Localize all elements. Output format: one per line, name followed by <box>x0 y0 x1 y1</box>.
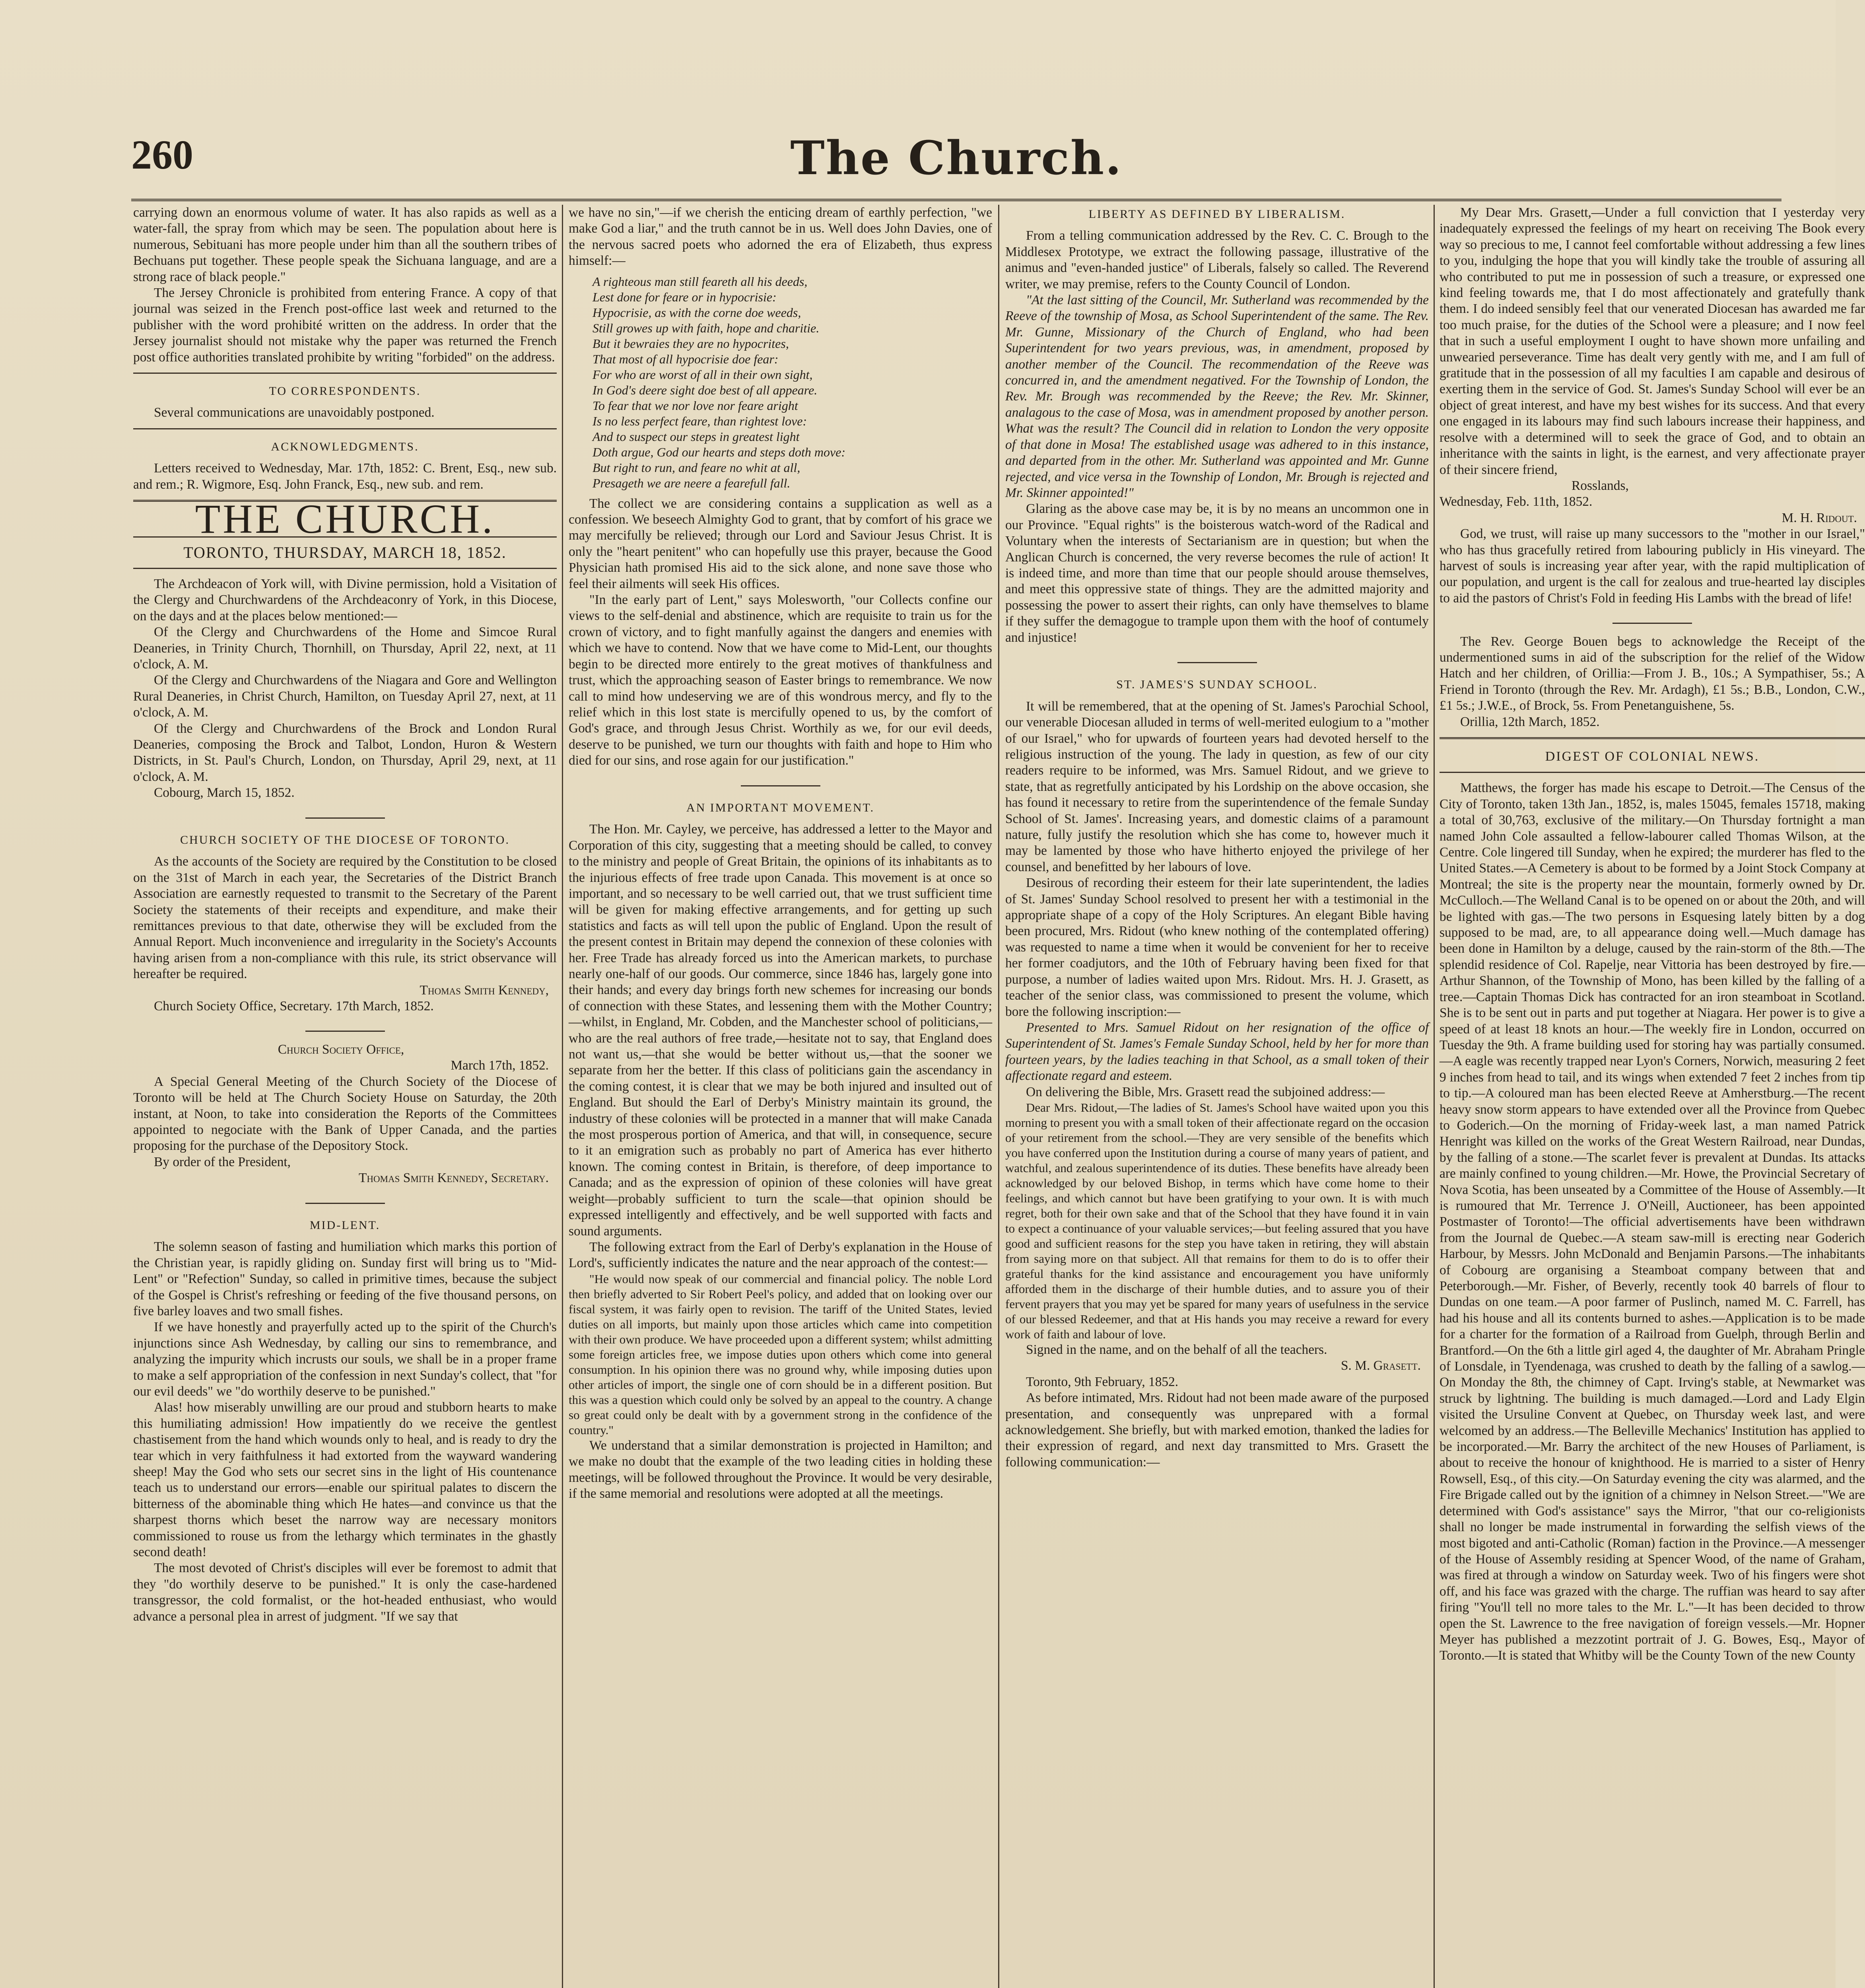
office-heading: Church Society Office, <box>278 1042 404 1057</box>
section-rule <box>133 428 557 429</box>
signature: Thomas Smith Kennedy, Secretary. <box>358 1171 549 1186</box>
page-header <box>131 131 1781 191</box>
correspondents-heading: TO CORRESPONDENTS. <box>269 384 421 398</box>
column-4 <box>1440 205 1865 1988</box>
body-paragraph: We understand that a similar demonstration is projected in Hamilton; and we make no doubt that the example of the two leading cities in holding these meetings, will be followed throughout the Province. It would be very desirable, if the same memorial and resolutions were adopted at all the meetings. <box>569 1438 992 1501</box>
body-paragraph: As before intimated, Mrs. Ridout had not been made aware of the purposed presentation, and consequently was unprepared with a formal acknowledgement. She briefly, but with marked emotion, thanked the ladies for their expression of regard, and next day transmitted to Mrs. Grasett the following communication:— <box>1005 1390 1429 1470</box>
poem-line: Lest done for feare or in hypocrisie: <box>593 289 777 304</box>
signed-line: Signed in the name, and on the behalf of all the teachers. <box>1026 1342 1327 1357</box>
poem <box>569 274 992 491</box>
acknowledgments-heading: ACKNOWLEDGMENTS. <box>271 440 419 453</box>
sunday-school-heading: ST. JAMES'S SUNDAY SCHOOL. <box>1116 678 1318 691</box>
column-divider <box>562 205 563 1988</box>
bouen-acknowledgment: The Rev. George Bouen begs to acknowledge the Receipt of the undermentioned sums in aid of the subscription for the relief of the Widow Hatch and her children, of Orillia:—From J. B., 10s.; A Sympathiser, 5s.; A Friend in Toronto (through the Rev. Mr. Ardagh), £1 5s.; B.B., London, C.W., £1 5s.; J.W.E., of Brock, 5s. From Penetanguishene, 5s. <box>1440 634 1865 713</box>
important-movement-heading: AN IMPORTANT MOVEMENT. <box>686 801 875 814</box>
special-meeting-notice: A Special General Meeting of the Church Society of the Diocese of Toronto will be held at The Church Society House on Saturday, the 20th instant, at Noon, to take into consideration the Reports of the Committees appointed to negociate with the Bank of Upper Canada, and the parties proposing for the purchase of the Depository Stock. <box>133 1074 557 1153</box>
column-divider <box>1434 205 1435 1988</box>
poem-line: In God's deere sight doe best of all appeare. <box>593 382 818 397</box>
office-date: March 17th, 1852. <box>451 1058 549 1073</box>
divider <box>133 1192 557 1208</box>
poem-line: But it bewraies they are no hypocrites, <box>593 336 789 351</box>
letter-place: Rosslands, <box>1572 478 1629 493</box>
article-continuation: carrying down an enormous volume of water. It has also rapids as well as a water-fall, the spray from which may be seen. The population about here is numerous, Sebituani has more people under him than all the southern tribes of Bechuans put together. These people speak the Sichuana language, and are a strong race of black people." <box>133 205 557 284</box>
signature: Thomas Smith Kennedy, <box>420 982 549 998</box>
column-3 <box>1005 205 1429 1988</box>
body-paragraph: The Hon. Mr. Cayley, we perceive, has addressed a letter to the Mayor and Corporation of this city, suggesting that a meeting should be called, to convey to the ministry and people of Great Britain, the opinions of its inhabitants as to the injurious effects of free trade upon Canada. This movement is at once so important, and so necessary to be well carried out, that we trust sufficient time will be given for making effective arrangements, and for getting up such statistics and facts as will tell upon the public of England. Upon the result of the present contest in Britain may depend the connexion of these colonies with her. Free Trade has already forced us into the American markets, to purchase nearly one-half of our goods. Our commerce, since 1846 has, largely gone into their hands; and every day brings forth new schemes for increasing our bonds of connection with these States, and lessening them with the Mother Country;—whilst, in England, Mr. Cobden, and the Manchester school of politicians,—who are the real authors of free trade,—hesitate not to say, that England does not want us,—that she would be better without us,—that the sooner we separate from her the better. If this class of politicians gain the ascendancy in the coming contest, it is clear that we may be both injured and insulted out of England. But should the Earl of Derby's Ministry maintain its ground, the industry of these colonies will be protected in a manner that will make Canada the most prosperous portion of America, and that will, in consequence, secure to it an emigration such as probably no part of America has ever hitherto known. The coming contest in Britain, is therefore, of deep importance to Canada; and as the expression of opinion of these colonies will have great weight—probably sufficient to turn the scale—that opinion should be expressed intelligently and effectively, and be well supported with facts and sound arguments. <box>569 822 992 1239</box>
body-paragraph: Alas! how miserably unwilling are our proud and stubborn hearts to make this humiliating admission! How impatiently do we receive the gentlest chastisement from the hand which wounds only to heal, and is ready to dry the tear which in very faithfulness it had extorted from the wayward wandering sheep! May the God who sets our secret sins in the light of His countenance teach us to understand our errors—enable our spiritual palates to discern the bitterness of the abominable thing which He hates—and convince us that the sharpest thorns which beset the narrow way are necessary monitors commissioned to rouse us from the lethargy which terminates in the ghastly second death! <box>133 1400 557 1560</box>
poem-line: And to suspect our steps in greatest light <box>593 429 800 444</box>
issue-dateline: TORONTO, THURSDAY, MARCH 18, 1852. <box>183 543 507 561</box>
colonial-news-digest: Matthews, the forger has made his escape to Detroit.—The Census of the City of Toronto, taken 13th Jan., 1852, is, males 15045, females 15718, making a total of 30,763, exclusive of the military.—On Thursday fortnight a man named John Cole assaulted a fellow-labourer called Thomas Wilson, at the Centre. Cole lingered till Sunday, when he expired; the murderer has fled to the United States.—A Cemetery is about to be formed by a Joint Stock Company at Montreal; the site is the property near the mountain, formerly owned by Dr. McCulloch.—The Welland Canal is to be opened on or about the 20th, and will be lighted with gas.—The two persons in Esquesing lately bitten by a dog supposed to be mad, are, to all appearance doing well.—Much damage has been done in Hamilton by a deluge, caused by the rain-storm of the 8th.—The splendid residence of Col. Rapelje, near Vittoria has been destroyed by fire.—Arthur Shannon, of the Township of Mono, has been killed by the falling of a tree.—Captain Thomas Dick has contracted for an iron steamboat in Scotland. She is to be sent out in parts and put together at Niagara. Her power is to give a speed of at least 18 knots an hour.—The weekly fire in London, occurred on Tuesday the 9th. A frame building used for storing hay was partially consumed.—A eagle was recently trapped near Lyon's Corners, Norwich, measuring 2 feet 9 inches from head to tail, and its wings when extended 7 feet 2 inches from tip to tip.—A coloured man has been elected Reeve at Amherstburg.—The recent heavy snow storm appears to have extended over all the Province from Quebec to Goderich.—On the morning of Friday-week last, a man named Patrick Henright was killed on the works of the Great Western Railroad, near Dundas, by the falling of a stone.—The scarlet fever is prevalent at Dundas. Its attacks are mainly confined to young children.—Mr. Howe, the Provincial Secretary of Nova Scotia, has been unseated by a Committee of the House of Assembly.—It is rumoured that Mr. Terrence J. O'Neill, Auctioneer, has been appointed Postmaster of Toronto!—The official advertisements have been withdrawn from the Journal de Quebec.—A steam saw-mill is erecting near Goderich Harbour, by Messrs. John McDonald and Benjamin Parsons.—The inhabitants of Cobourg are organising a Steamboat company between that and Peterborough.—Mr. Fisher, of Beverly, recently took 40 barrels of flour to Dundas on one team.—A poor farmer of Puslinch, named M. C. Farrell, has had his house and all its contents burned to ashes.—Application is to be made for a charter for the formation of a Railroad from Guelph, through Berlin and Brantford.—On the 6th a little girl aged 4, the daughter of Mr. Abraham Pringle of Lonsdale, in Tyendenaga, was crushed to death by the falling of a sawlog.—On Monday the 8th, the chimney of Capt. Irving's stable, at Newmarket was struck by lightning. The building is much damaged.—Lord and Lady Elgin visited the Ursuline Convent at Quebec, on Thursday week last, and were welcomed by an address.—The Belleville Mechanics' Institution has applied to be incorporated.—Mr. Barry the architect of the new Houses of Parliament, is about to receive the honour of knighthood. He is married to a sister of Henry Rowsell, Esq., of this city.—On Saturday evening the city was alarmed, and the Fire Brigade called out by the ignition of a chimney in Nelson Street.—"We are determined with God's assistance" says the Mirror, "that our co-religionists shall no longer be made instrumental in forwarding the selfish views of the most bigoted and anti-Catholic (Roman) faction in the Province.—A messenger of the House of Assembly residing at Spencer Wood, of the name of Graham, was fired at through a window on Saturday week. Two of his fingers were shot off, and his face was grazed with the charge. The ruffian was heard to say after firing "You'll tell no more tales to the Mr. L."—It has been decided to throw open the St. Lawrence to the free navigation of foreign vessels.—Mr. Hopner Meyer has published a mezzotint portrait of J. G. Bowes, Esq., Mayor of Toronto.—It is stated that Whitby will be the County Town of the new County <box>1440 780 1865 1663</box>
poem-line: Is no less perfect feare, than rightest love: <box>593 414 807 428</box>
section-rule <box>133 373 557 374</box>
visitation-notice: The Archdeacon of York will, with Divine permission, hold a Visitation of the Clergy and Churchwardens of the Archdeaconry of York, in this Diocese, on the days and at the places below mentioned:— <box>133 576 557 623</box>
divider <box>569 775 992 790</box>
header-rule <box>131 199 1781 201</box>
block-quote: "At the last sitting of the Council, Mr. Sutherland was recommended by the Reeve of the township of Mosa, as School Superintendent of the same. The Rev. Mr. Gunne, Missionary of the Church of England, who had been Superintendent for two years previous, was, in amendment, proposed by another member of the Council. The recommendation of the Reeve was concurred in, and the amendment negatived. For the Township of London, the Rev. Mr. Brough was recommended by the Reeve; the Rev. Mr. Skinner, analagous to the case of Mosa, was in amendment proposed by another person. What was the result? The Council did in relation to London the very opposite of that done in Mosa! The established usage was adhered to in this instance, and departed from in the other. Mr. Sutherland was appointed and Mr. Gunne rejected, and vice versa in the Township of London, Mr. Brough is rejected and Mr. Skinner appointed!" <box>1005 293 1429 500</box>
address-letter: Dear Mrs. Ridout,—The ladies of St. James's School have waited upon you this morning to present you with a small token of their affectionate regard on the occasion of your retirement from the school.—They are very sensible of the benefits which you have conferred upon the Institution during a course of many years of patient, and watchful, and zealous superintendence of its duties. These benefits have already been acknowledged by our beloved Bishop, in terms which have come home to their feelings, and which cannot but have been gratifying to your own. It is with much regret, both for their own sake and that of the School that they have found it in vain to expect a continuance of your valuable services;—but feeling assured that you have good and sufficient reasons for the step you have taken in retiring, they will abstain from saying more on that subject. All that remains for them to do is to offer their grateful thanks for the kind assistance and encouragement you have uniformly afforded them in the discharge of their humble duties, and to assure you of their fervent prayers that you may yet be spared for many years of usefulness in the service of our blessed Redeemer, and that at His hands you may receive a reward for every work of faith and labour of love. <box>1005 1100 1429 1341</box>
body-paragraph: God, we trust, will raise up many successors to the "mother in our Israel," who has thus gracefully retired from labouring publicly in His vineyard. The harvest of souls is increasing year after year, with the rapid multiplication of our population, and urgent is the call for zealous and true-hearted lay disciples to aid the pastors of Christ's Fold in feeding His Lambs with the bread of life! <box>1440 526 1865 606</box>
body-paragraph: we have no sin,"—if we cherish the enticing dream of earthly perfection, "we make God a liar," and the truth cannot be in us. Well does John Davies, one of the nervous sacred poets who adorned the era of Elizabeth, thus express himself:— <box>569 205 992 268</box>
divider <box>1440 612 1865 628</box>
mid-lent-heading: MID-LENT. <box>309 1218 381 1232</box>
poem-line: Presageth we are neere a fearefull fall. <box>593 476 791 490</box>
date-line: Orillia, 12th March, 1852. <box>1460 714 1600 729</box>
poem-line: Hypocrisie, as with the corne doe weeds, <box>593 305 801 320</box>
paper-title: THE CHURCH. <box>195 496 495 542</box>
section-rule <box>1440 772 1865 773</box>
poem-line: For who are worst of all in their own sight, <box>593 367 813 382</box>
signature: M. H. Ridout. <box>1781 510 1857 525</box>
inscription: Presented to Mrs. Samuel Ridout on her resignation of the office of Superintendent of St. James's Female Sunday School, held by her for more than fourteen years, by the ladies teaching in that School, as a small token of their affectionate regard and esteem. <box>1005 1020 1429 1083</box>
page-number: 260 <box>131 132 193 178</box>
body-paragraph: It will be remembered, that at the opening of St. James's Parochial School, our venerable Diocesan alluded in terms of well-merited eulogium to a "mother of our Israel," who for upwards of fourteen years had devoted herself to the religious instruction of the young. The lady in question, as few of our city readers require to be informed, was Mrs. Samuel Ridout, and we grieve to state, that as regretfully anticipated by his Lordship on the above occasion, she has found it necessary to retire from the superintendence of the female Sunday School of St. James'. Increasing years, and domestic claims of a paramount nature, fully justify the resolution which she has come to, however much it may be lamented by those who have hitherto enjoyed the privilege of her counsel, and benefitted by her labours of love. <box>1005 699 1429 874</box>
body-paragraph: Desirous of recording their esteem for their late superintendent, the ladies of St. James' Sunday School resolved to present her with a testimonial in the appropriate shape of a copy of the Holy Scriptures. An elegant Bible having been procured, Mrs. Ridout (who knew nothing of the contemplated offering) was requested to name a time when it would be convenient for her to receive her former coadjutors, and the 10th of February having been fixed for that purpose, a number of ladies waited upon Mrs. Ridout. Mrs. H. J. Grasett, as teacher of the senior class, was commissioned to present the volume, which bore the following inscription:— <box>1005 876 1429 1019</box>
acknowledgments-text: Letters received to Wednesday, Mar. 17th, 1852: C. Brent, Esq., new sub. and rem.; R. Wigmore, Esq. John Franck, Esq., new sub. and rem. <box>133 461 557 492</box>
church-society-heading: CHURCH SOCIETY OF THE DIOCESE OF TORONTO. <box>180 833 510 846</box>
visitation-date: Cobourg, March 15, 1852. <box>154 785 295 800</box>
poem-line: A righteous man still feareth all his deeds, <box>593 274 808 289</box>
block-quote: "He would now speak of our commercial and financial policy. The noble Lord then briefly adverted to Sir Robert Peel's policy, and added that on looking over our fiscal system, it was fairly open to revision. The tariff of the United States, levied duties on all imports, but mainly upon those articles which came into competition with their own produce. We have proceeded upon a different system; whilst admitting some foreign articles free, we impose duties upon others which come into general consumption. In his opinion there was no ground why, while imposing duties upon other articles of import, the single one of corn should be in a different position. But this was a question which could only be solved by an appeal to the country. A change so great could only be dealt with by a government strong in the confidence of the country." <box>569 1272 992 1437</box>
body-paragraph: If we have honestly and prayerfully acted up to the spirit of the Church's injunctions since Ash Wednesday, by calling our sins to remembrance, and analyzing the impurity which incrusts our souls, we shall be in a proper frame to make a self appropriation of the confession in next Sunday's collect, that "for our evil deeds" we "do worthily deserve to be punished." <box>133 1320 557 1399</box>
divider <box>133 1020 557 1036</box>
body-paragraph: The solemn season of fasting and humiliation which marks this portion of the Christian year, is rapidly gliding on. Sunday first will bring us to "Mid-Lent" or "Refection" Sunday, so called in primitive times, because the subject of the Gospel is Christ's refreshing or feeding of the five thousand persons, on five barley loaves and two small fishes. <box>133 1239 557 1318</box>
column-divider <box>998 205 999 1988</box>
body-paragraph: On delivering the Bible, Mrs. Grasett read the subjoined address:— <box>1026 1084 1385 1099</box>
section-rule <box>1440 737 1865 739</box>
society-office-line: Church Society Office, Secretary. 17th March, 1852. <box>154 999 434 1014</box>
poem-line: Still growes up with faith, hope and charitie. <box>593 320 820 335</box>
letter-date: Wednesday, Feb. 11th, 1852. <box>1440 494 1593 509</box>
visitation-item: Of the Clergy and Churchwardens of the Niagara and Gore and Wellington Rural Deaneries, in Christ Church, Hamilton, on Tuesday April 27, next, at 11 o'clock, A. M. <box>133 673 557 720</box>
section-rule <box>133 568 557 569</box>
body-paragraph: The collect we are considering contains a supplication as well as a confession. We beseech Almighty God to grant, that by comfort of his grace we may mercifully be relieved; through our Lord and Saviour Jesus Christ. It is only the "heart penitent" who can hopefully use this prayer, because the Good Physician hath promised His aid to the sick alone, and none save those who feel their ailments will seek His offices. <box>569 496 992 591</box>
column-1 <box>133 205 557 1988</box>
date-line: Toronto, 9th February, 1852. <box>1026 1374 1179 1389</box>
poem-line: To fear that we nor love nor feare aright <box>593 398 798 413</box>
poem-line: Doth argue, God our hearts and steps doth move: <box>593 445 846 459</box>
visitation-item: Of the Clergy and Churchwardens of the Home and Simcoe Rural Deaneries, in Trinity Church, Thornhill, on Thursday, April 22, next, at 11 o'clock, A. M. <box>133 625 557 672</box>
body-paragraph: The most devoted of Christ's disciples will ever be foremost to admit that they "do worthily deserve to be punished." It is only the case-hardened transgressor, the cold formalist, or the hot-headed enthusiast, who would advance a personal plea in arrest of judgment. "If we say that <box>133 1561 557 1624</box>
ridout-letter: My Dear Mrs. Grasett,—Under a full conviction that I yesterday very inadequately expressed the feelings of my heart on receiving The Book every way so precious to me, I cannot feel comfortable without addressing a few lines to you, indulging the hope that you will kindly take the trouble of assuring all who contributed to put me in possession of such a treasure, or expressed one kind feeling towards me, that I do most affectionately and gratefully thank them. I do indeed sensibly feel that our venerated Diocesan has awarded me far too much praise, for the duties of the School were a pleasure; and I now feel that in such a useful employment I ought to have shown more unfailing and unwearied perseverance. Time has dealt very gently with me, and I am full of gratitude that in the possession of all my faculties I am capable and desirous of exerting them in the service of God. St. James's Sunday School will ever be an object of great interest, and have my best wishes for its success. And that every one engaged in its labours may find such labours increase their happiness, and resolve with a determined will to seek the grace of God, and to obtain an inheritance with the saints in light, is the earnest, and very affectionate prayer of their sincere friend, <box>1440 205 1865 477</box>
jersey-chronicle-item: The Jersey Chronicle is prohibited from entering France. A copy of that journal was seized in the French post-office last week and returned to the publisher with the word prohibité written on the address. In order that the Jersey journalist should not mistake why the paper was returned the French post office authorities translated prohibite by writing "forbided" on the address. <box>133 285 557 365</box>
poem-line: But right to run, and feare no whit at all, <box>593 460 800 475</box>
body-paragraph: Glaring as the above case may be, it is by no means an uncommon one in our Province. "Equal rights" is the boisterous watch-word of the Radical and Voluntary when the interests of Sectarianism are in question; but when the Anglican Church is concerned, the very reverse becomes the rule of action! It is indeed time, and more than time that our people should arouse themselves, and meet this oppressive state of things. They are the admitted majority and possessing the power to assert their rights, can only have themselves to blame if they suffer the demagogue to trample upon them with the hoof of contumely and injustice! <box>1005 501 1429 645</box>
divider <box>1005 651 1429 667</box>
column-2 <box>569 205 992 1988</box>
divider <box>133 807 557 823</box>
body-paragraph: The following extract from the Earl of Derby's explanation in the House of Lord's, sufficiently indicates the nature and the near approach of the contest:— <box>569 1239 992 1271</box>
digest-heading: DIGEST OF COLONIAL NEWS. <box>1545 749 1760 764</box>
visitation-item: Of the Clergy and Churchwardens of the Brock and London Rural Deaneries, composing the Brock and Talbot, London, Huron & Western Districts, in St. Paul's Church, London, on Thursday, April 29, next, at 11 o'clock, A. M. <box>133 721 557 784</box>
masthead-title: The Church. <box>790 131 1123 185</box>
liberty-heading: LIBERTY AS DEFINED BY LIBERALISM. <box>1088 208 1346 221</box>
body-paragraph: From a telling communication addressed by the Rev. C. C. Brough to the Middlesex Prototype, we extract the following passage, illustrative of the animus and "even-handed justice" of Liberals, falsely so called. The Reverend writer, we may premise, refers to the County Council of London. <box>1005 228 1429 291</box>
poem-line: That most of all hypocrisie doe fear: <box>593 351 779 366</box>
correspondents-text: Several communications are unavoidably postponed. <box>154 405 435 420</box>
body-paragraph: "In the early part of Lent," says Molesworth, "our Collects confine our views to the self-denial and abstinence, which are requisite to train us for the crown of victory, and to fight manfully against the dangers and enemies with which we have to contend. Now that we have come to Mid-Lent, our thoughts begin to be directed more entirely to the great motives of thankfulness and trust, which the approaching season of Easter brings to remembrance. We now call to mind how undeserving we are of this wondrous mercy, and fly to the relief which in this lost state is mercifully opened to us, by the comfort of God's grace, and through Jesus Christ. Worthily as we, for our evil deeds, deserve to be punished, we turn our thoughts with faith and hope to Him who died for our sins, and rose again for our justification." <box>569 592 992 768</box>
order-line: By order of the President, <box>154 1154 291 1169</box>
signature: S. M. Grasett. <box>1340 1358 1421 1373</box>
church-society-notice: As the accounts of the Society are required by the Constitution to be closed on the 31st of March in each year, the Secretaries of the District Branch Association are earnestly requested to transmit to the Secretary of the Parent Society the statements of their receipts and expenditure, and make their remittances previous to that date, otherwise they will be excluded from the Annual Report. Much inconvenience and irregularity in the Society's Accounts having arisen from a non-compliance with this rule, its strict observance will hereafter be required. <box>133 854 557 982</box>
